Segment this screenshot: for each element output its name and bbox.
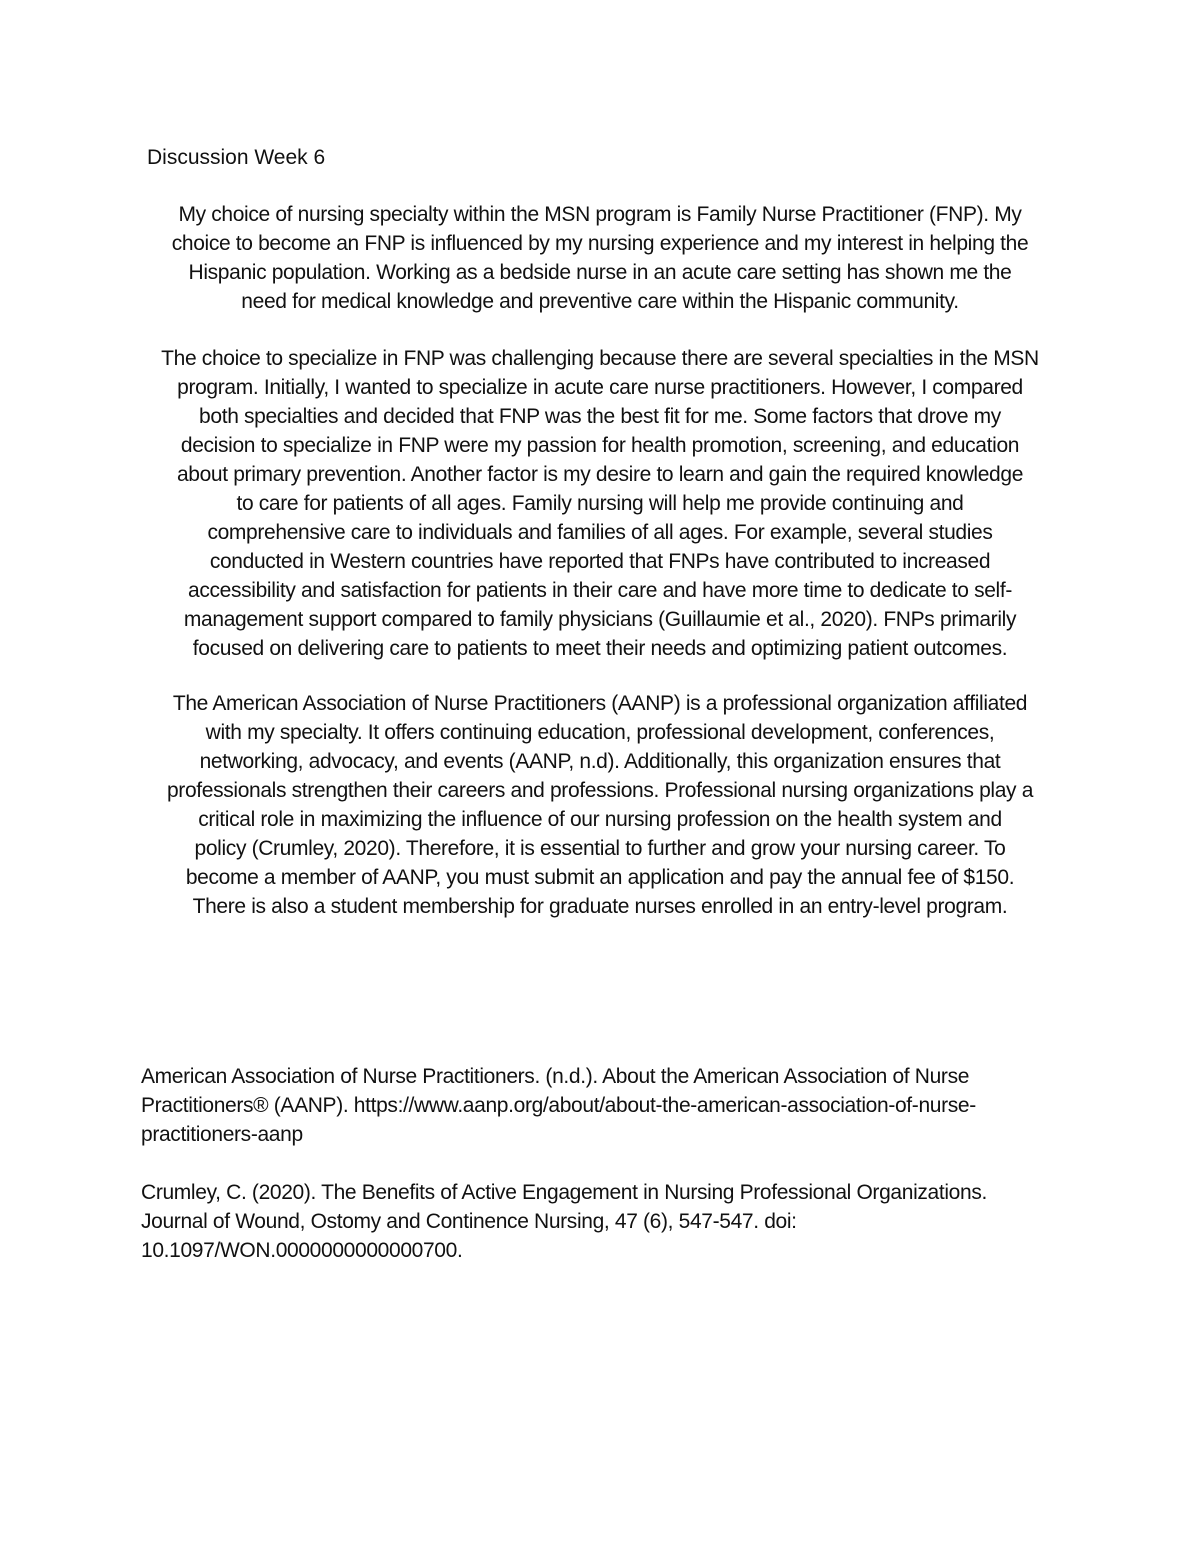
paragraph-line: The American Association of Nurse Practitioners (AANP) is a professional organization affiliated	[172, 692, 1028, 715]
paragraph-line: My choice of nursing specialty within the MSN program is Family Nurse Practitioner (FNP). My	[178, 203, 1022, 226]
paragraph-line: become a member of AANP, you must submit an application and pay the annual fee of $150.	[185, 866, 1015, 889]
paragraph-line: program. Initially, I wanted to specialize in acute care nurse practitioners. However, I compared	[177, 376, 1023, 399]
reference-line: 10.1097/WON.0000000000000700.	[141, 1239, 463, 1262]
paragraph-line: about primary prevention. Another factor is my desire to learn and gain the required knowledge	[176, 463, 1024, 486]
paragraph-line: to care for patients of all ages. Family nursing will help me provide continuing and	[236, 492, 964, 515]
paragraph-line: accessibility and satisfaction for patients in their care and have more time to dedicate to self-	[188, 579, 1012, 602]
paragraph-line: There is also a student membership for graduate nurses enrolled in an entry-level program.	[192, 895, 1008, 918]
paragraph-line: management support compared to family physicians (Guillaumie et al., 2020). FNPs primarily	[183, 608, 1017, 631]
paragraph-aanp-organization	[100, 689, 1100, 921]
paragraph-fnp-decision	[100, 344, 1100, 663]
paragraph-line: comprehensive care to individuals and families of all ages. For example, several studies	[207, 521, 993, 544]
reference-line: Practitioners® (AANP). https://www.aanp.org/about/about-the-american-association-of-nurse-	[141, 1094, 976, 1117]
paragraph-line: with my specialty. It offers continuing education, professional development, conferences,	[205, 721, 995, 744]
reference-line: practitioners-aanp	[141, 1123, 303, 1146]
reference-line: American Association of Nurse Practitioners. (n.d.). About the American Association of Nurse	[141, 1065, 970, 1088]
paragraph-line: focused on delivering care to patients to meet their needs and optimizing patient outcomes.	[192, 637, 1008, 660]
paragraph-specialty-choice	[100, 200, 1100, 316]
paragraph-line: need for medical knowledge and preventive care within the Hispanic community.	[241, 290, 959, 313]
reference-crumley	[141, 1178, 1081, 1265]
paragraph-line: The choice to specialize in FNP was challenging because there are several specialties in the MSN	[161, 347, 1039, 370]
paragraph-line: policy (Crumley, 2020). Therefore, it is essential to further and grow your nursing career. To	[194, 837, 1006, 860]
paragraph-line: networking, advocacy, and events (AANP, n.d). Additionally, this organization ensures that	[199, 750, 1001, 773]
paragraph-line: both specialties and decided that FNP was the best fit for me. Some factors that drove my	[199, 405, 1001, 428]
reference-line: Crumley, C. (2020). The Benefits of Active Engagement in Nursing Professional Organizations.	[141, 1181, 987, 1204]
paragraph-line: professionals strengthen their careers and professions. Professional nursing organizations play a	[166, 779, 1034, 802]
paragraph-line: critical role in maximizing the influence of our nursing profession on the health system and	[198, 808, 1002, 831]
paragraph-line: decision to specialize in FNP were my passion for health promotion, screening, and education	[180, 434, 1020, 457]
paragraph-line: Hispanic population. Working as a bedside nurse in an acute care setting has shown me the	[188, 261, 1012, 284]
reference-line: Journal of Wound, Ostomy and Continence Nursing, 47 (6), 547-547. doi:	[141, 1210, 797, 1233]
document-title: Discussion Week 6	[147, 146, 326, 169]
reference-aanp	[141, 1062, 1081, 1149]
paragraph-line: conducted in Western countries have reported that FNPs have contributed to increased	[209, 550, 991, 573]
paragraph-line: choice to become an FNP is influenced by my nursing experience and my interest in helping the	[171, 232, 1029, 255]
